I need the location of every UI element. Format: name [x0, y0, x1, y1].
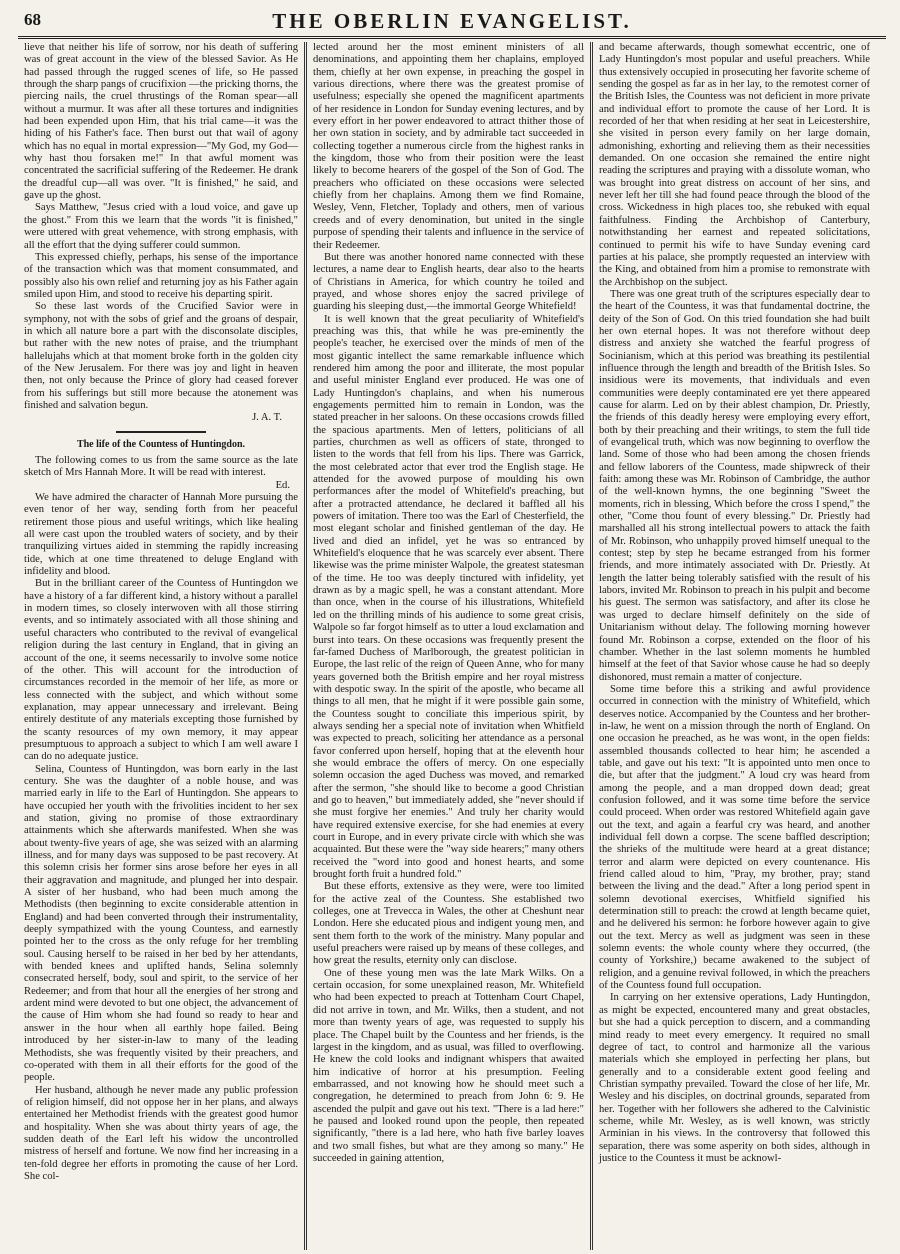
column-1 — [18, 42, 304, 1250]
paragraph: and became afterwards, though somewhat eccentric, one of Lady Huntingdon's most popular and useful preachers. While thus extensively occupied in prosecuting her favorite scheme of sending the gospel as far as in her lay, to the remotest corner of the British Isles, the Countess was not deficient in more private and individual effort to promote the cause of her Lord. It is recorded of her that when residing at her seat in Leicestershire, she visited in person every family on her large domain, admonishing, exhorting and relieving them as their necessities demanded. On one occasion she remained the entire night reading the scriptures and praying with a dissolute woman, who was brought into great distress on account of her sins, and never left her till she had found peace through the blood of the cross. Wickedness in high places too, she rebuked with equal faithfulness. Finding the Archbishop of Canterbury, notwithstanding her earnest and repeated solicitations, continued to permit his wife to have Sunday evening card parties at his palace, she promptly requested an interview with the King, and obtained from him a promise to remonstrate with the Archbishop on the subject. — [599, 42, 870, 288]
paragraph: This expressed chiefly, perhaps, his sense of the importance of the transaction which was that moment consummated, and possibly also his own relief and returning joy as his Father again smiled upon Him, and stood to receive his departing spirit. — [24, 251, 298, 300]
article-title: The life of the Countess of Huntingdon. — [76, 438, 246, 450]
page-number: 68 — [24, 10, 41, 29]
column-3 — [590, 42, 876, 1250]
paragraph: One of these young men was the late Mark Wilks. On a certain occasion, for some unexplained reason, Mr. Whitefield who had been expected to preach at Tottenham Court Chapel, did not arrive in town, and Mr. Wilks, then a student, and not more than twenty years of age, was requested to supply his place. The Chapel built by the Countess and her friends, is the largest in the kingdom, and as usual, was filled to overflowing. He knew the cold looks and indignant whispers that awaited him indicative of horror at his presumption. Feeling embarrassed, and not knowing how he should meet such a congregation, he determined to preach from John 6: 9. He ascended the pulpit and gave out his text. "There is a lad here:" he paused and looked round upon the people, then repeated significantly, "there is a lad here, who hath five barley loaves and two small fishes, but what are they among so many." He succeeded in gaining attention, — [313, 967, 584, 1164]
paragraph: We have admired the character of Hannah More pursuing the even tenor of her way, sending forth from her peaceful retirement those pious and useful writings, which like healing all were cast upon the troubled waters of society, and by their tranquilizing virtues aided in stemming the rapidly increasing tide, which at one time threatened to deluge England with infidelity and blood. — [24, 492, 298, 578]
paragraph: But there was another honored name connected with these lectures, a name dear to English hearts, dear also to the hearts of Christians in America, for which country he toiled and prayed, and whose shores enjoy the sacred privilege of guarding his sleeping dust,—the immortal George Whitefield! — [313, 251, 584, 313]
intro-paragraph: The following comes to us from the same source as the late sketch of Mrs Hannah More. It will be read with interest. — [24, 455, 298, 479]
paragraph: There was one great truth of the scriptures especially dear to the heart of the Countess, it was that fundamental doctrine, the deity of the Son of God. On this tried foundation she had built her own eternal hopes. It was not therefore without deep distress and anxiety she watched the fearful progress of Socinianism, which at this period was breathing its pestilential influence through the length and breadth of the British Isles. So insidious were its movements, that individuals and even communities were deeply contaminated ere yet there appeared cause for alarm. Led on by their ablest champion, Dr. Priestly, the friends of this deadly heresy were employing every effort, both by their preaching and their writings, to stem the full tide of evangelical truth, which was now beginning to overflow the land. Some of those who had been among the chosen friends and fellow laborers of the Countess, made shipwreck of their faith: among these was Mr. Robinson of Cambridge, the author of the well-known hymns, the one beginning "Sweet the moments, rich in blessing, Which before the cross I spend," the other, "Come thou fount of every blessing." Dr. Priestly had marshalled all his strong intellectual powers to attack the faith of Mr. Robinson, who unhappily proved himself unequal to the contest; step by step he became estranged from his former friends, and more intimately associated with Dr. Priestly. At length the latter being tolerably satisfied with the result of his labors, invited Mr. Robinson to preach in his pulpit and become his guest. The sermon was satisfactory, and after its close he was urged to declare himself definitely on the side of Unitarianism without delay. The following morning however found Mr. Robinson a corpse, extended on the floor of his chamber. Whether in the last solemn moments he humbled himself at the feet of that Savior whose cause he had so deeply dishonored, must remain a matter of conjecture. — [599, 288, 870, 683]
signature: J. A. T. — [252, 412, 282, 424]
paragraph: lected around her the most eminent ministers of all denominations, and appointing them her chaplains, employed them, chiefly at her own expense, in preaching the gospel in various directions, where there was the greatest promise of usefulness; especially she opened the magnificent apartments of her residence in London for Sunday evening lectures, and by every effort in her power endeavored to attract thither those of her own station in society, and by admirable tact succeeded in collecting together a numerous circle from the highest ranks in the kingdom, those who from their position were the least likely to become hearers of the gospel of the Son of God. The preachers who officiated on these occasions were selected chiefly from her chaplains. Among them we find Romaine, Wesley, Venn, Fletcher, Toplady and others, men of various creeds and of every denomination, but united in the single purpose of spending their talents and influence in the service of their Redeemer. — [313, 42, 584, 251]
paragraph: In carrying on her extensive operations, Lady Huntingdon, as might be expected, encountered many and great obstacles, but she had a quick perception to discern, and a commanding mind ready to meet every emergency. It required no small degree of tact, to control and harmonize all the various materials which she employed in perfecting her plans, but generally and to a considerable extent good feeling and Christian sympathy prevailed. Toward the close of her life, Mr. Wesley and his disciples, on doctrinal grounds, separated from her. Together with her followers she adhered to the Calvinistic scheme, while Mr. Wesley, as is well known, was strictly Arminian in his views. In the controversy that followed this separation, there was some asperity on both sides, although in justice to the Countess it must be acknowl- — [599, 992, 870, 1164]
header-rule — [18, 36, 886, 39]
paragraph: But these efforts, extensive as they were, were too limited for the active zeal of the Countess. She established two colleges, one at Trevecca in Wales, the other at Cheshunt near London. Here she educated pious and indigent young men, and sent them forth to the work of the ministry. Many popular and useful preachers were raised up by means of these colleges, and how great the results, eternity only can disclose. — [313, 881, 584, 967]
publication-title: THE OBERLIN EVANGELIST. — [272, 9, 632, 33]
paragraph: Some time before this a striking and awful providence occurred in connection with the ministry of Whitefield, which deserves notice. Accompanied by the Countess and her brother-in-law, he went on a mission through the north of England. On one occasion he preached, as he was wont, in the open fields: assembled thousands collected to hear him; he ascended a table, and gave out his text: "It is appointed unto men once to die, but after that the judgment." A loud cry was heard from among the people, and a man dropped down dead; great confusion followed, and it was some time before the service could proceed. When order was restored Whitefield again gave out the text, and again a fearful cry was heard, and another individual fell down a corpse. The scene baffled description; the shrieks of the multitude were heard at a great distance; terror and alarm were depicted on every countenance. His friend called aloud to him, "Pray, my brother, pray; stand between the living and the dead." After a long period spent in solemn devotional exercises, Whitfield signified his determination still to preach: the crowd at length became quiet, and he delivered his sermon: he forbore however again to give out the text. Mercy as well as judgment was seen in these solemn events: the whole county where they occurred, (the county of Yorkshire,) became awakened to the subject of religion, and a genuine revival followed, in which the preachers of the Countess found full occupation. — [599, 683, 870, 992]
paragraph: But in the brilliant career of the Countess of Huntingdon we have a history of a far different kind, a history without a parallel in modern times, so closely interwoven with all those stirring events, and so intimately associated with all those shining and useful characters who contributed to the revival of evangelical religion during the last century in England, that in giving an account of the one, it seems necessarily to involve some notice of the other. This will account for the introduction of circumstances recorded in the memoir of her life, as more or less connected with the subject, and which without some explanation, may appear unnecessary and irrelevant. Being entirely destitute of any materials excepting those furnished by the scanty resources of my own memory, it may appear presumptuous to approach a subject to which I am well aware I can do no adequate justice. — [24, 578, 298, 763]
paragraph: Her husband, although he never made any public profession of religion himself, did not oppose her in her plans, and always entertained her Methodist friends with the greatest good humor and hospitality. When she was about thirty years of age, the sudden death of the Earl left his widow the uncontrolled mistress of herself and fortune. We now find her increasing in a ten-fold degree her efforts in promoting the cause of her Lord. She col- — [24, 1084, 298, 1182]
masthead — [18, 8, 886, 34]
section-divider — [116, 431, 206, 433]
paragraph: lieve that neither his life of sorrow, nor his death of suffering was of great account in the view of the blessed Savior. As He had passed through the rugged scenes of life, so He passed through the sharp pangs of crucifixion —the pricking thorns, the piercing nails, the cruel thrustings of the Roman spear—all without a murmur. It was after all these tortures and indignities had been expended upon Him, that his trial came—it was the hiding of his Father's face. Then burst out that wail of agony which has no equal in mortal expression—"My God, my God—why hast thou forsaken me!" In that awful moment was concentrated the sacrificial suffering of the Redeemer. He drank the dreadful cup—all was over. "It is finished," he said, and gave up the ghost. — [24, 42, 298, 202]
paragraph: Selina, Countess of Huntingdon, was born early in the last century. She was the daughter of a noble house, and was married early in life to the Earl of Huntingdon. She appears to have occupied her youth with the frivolities incident to her sex and station, giving no promise of those extraordinary attainments which she afterwards manifested. When she was about twenty-five years of age, she was seized with an alarming illness, and for many days was supposed to be past recovery. At this solemn crisis her former sins arose before her eyes in all their aggravation and magnitude, and plunged her into despair. A sister of her husband, who had been much among the Methodists (then beginning to excite considerable attention in England) and had been converted through their instrumentality, deeply sympathized with the young Countess, and earnestly pointed her to the cross as the only refuge for her trembling soul. Causing herself to be raised in her bed by her attendants, with bended knees and uplifted hands, Selina solemnly consecrated herself, body, soul and spirit, to the service of her Redeemer; and from that hour all the energies of her strong and ardent mind were devoted to but one object, the advancement of the cause of Him whom she had found so ready to hear and answer in the hour when all earthly hope failed. Being introduced by her sister-in-law to many of the leading Methodists, she was frequently visited by their preachers, and co-operated with them in all their efforts for the good of the people. — [24, 763, 298, 1084]
column-2 — [304, 42, 590, 1250]
text-columns — [18, 42, 886, 1250]
editor-mark: Ed. — [275, 479, 290, 491]
paragraph: Says Matthew, "Jesus cried with a loud voice, and gave up the ghost." From this we learn that the words "it is finished," were uttered with great vehemence, with strong emphasis, with all the effort that the dying sufferer could summon. — [24, 202, 298, 251]
paragraph: It is well known that the great peculiarity of Whitefield's preaching was this, that while he was pre-eminently the people's teacher, he exercised over the minds of men of the most gigantic intellect the same remarkable influence which rendered him among the poor and illiterate, the most popular and useful minister England ever produced. He was one of Lady Huntingdon's chaplains, and when his numerous engagements permitted him to remain in London, was the stated preacher in her saloons. On these occasions crowds filled the spacious apartments. Men of letters, politicians of all parties, churchmen as well as officers of state, thronged to listen to the words that fell from his lips. There was Garrick, the most celebrated actor that ever trod the English stage. He attended for the avowed purpose of moulding his own performances after the model of Whitefield's preaching, but after a protracted attendance, he declared it baffled all his powers of imitation. There too was the Earl of Chesterfield, the most elegant scholar and finished gentleman of the day. He lived and died an infidel, yet he was so entranced by Whitefield's eloquence that he was scarcely ever absent. There likewise was the prime minister Walpole, the greatest statesman of the time. He too was deeply tinctured with infidelity, yet drawn as by a magic spell, he was a constant attendant. More than once, when in the course of his illustrations, Whitefield led on the thrilling minds of his audience to some great crisis, Walpole so far forgot himself as to utter a loud exclamation and burst into tears. On these occasions was frequently present the far-famed Duchess of Marlborough, the greatest politician in Europe, the last relic of the reign of Queen Anne, who for many years governed both the British empire and her royal mistress with despotic sway. In the spirit of the apostle, who became all things to all men, that he might if it were possible gain some, the Countess sought to conciliate this imperious spirit, by always sending her a special note of invitation when Whitfield was expected to preach, soliciting her attendance as a personal favor conferred upon herself, hoping that at the eleventh hour she would embrace the offers of mercy. On one especially solemn occasion the aged Duchess was moved, and remarked after the sermon, "she should like to become a good Christian and go to heaven," but immediately added, she "never should if she must forgive her enemies." And truly her charity would have required extensive exercise, for she had enemies at every court in Europe, and in every private circle with which she was acquainted. But these were the "way side hearers;" many others received the "word into good and honest hearts, and some brought forth fruit a hundred fold." — [313, 313, 584, 881]
paragraph: So these last words of the Crucified Savior were in symphony, not with the sobs of grief and the groans of despair, in which all nature bore a part with the disconsolate disciples, but rather with the new notes of praise, and the triumphant hallelujahs which at that moment broke forth in the golden city of the New Jerusalem. For there was joy and light in heaven then, not only because the Prince of glory had ceased forever from his sufferings but still more because the atonement was finished and salvation begun. — [24, 301, 298, 411]
